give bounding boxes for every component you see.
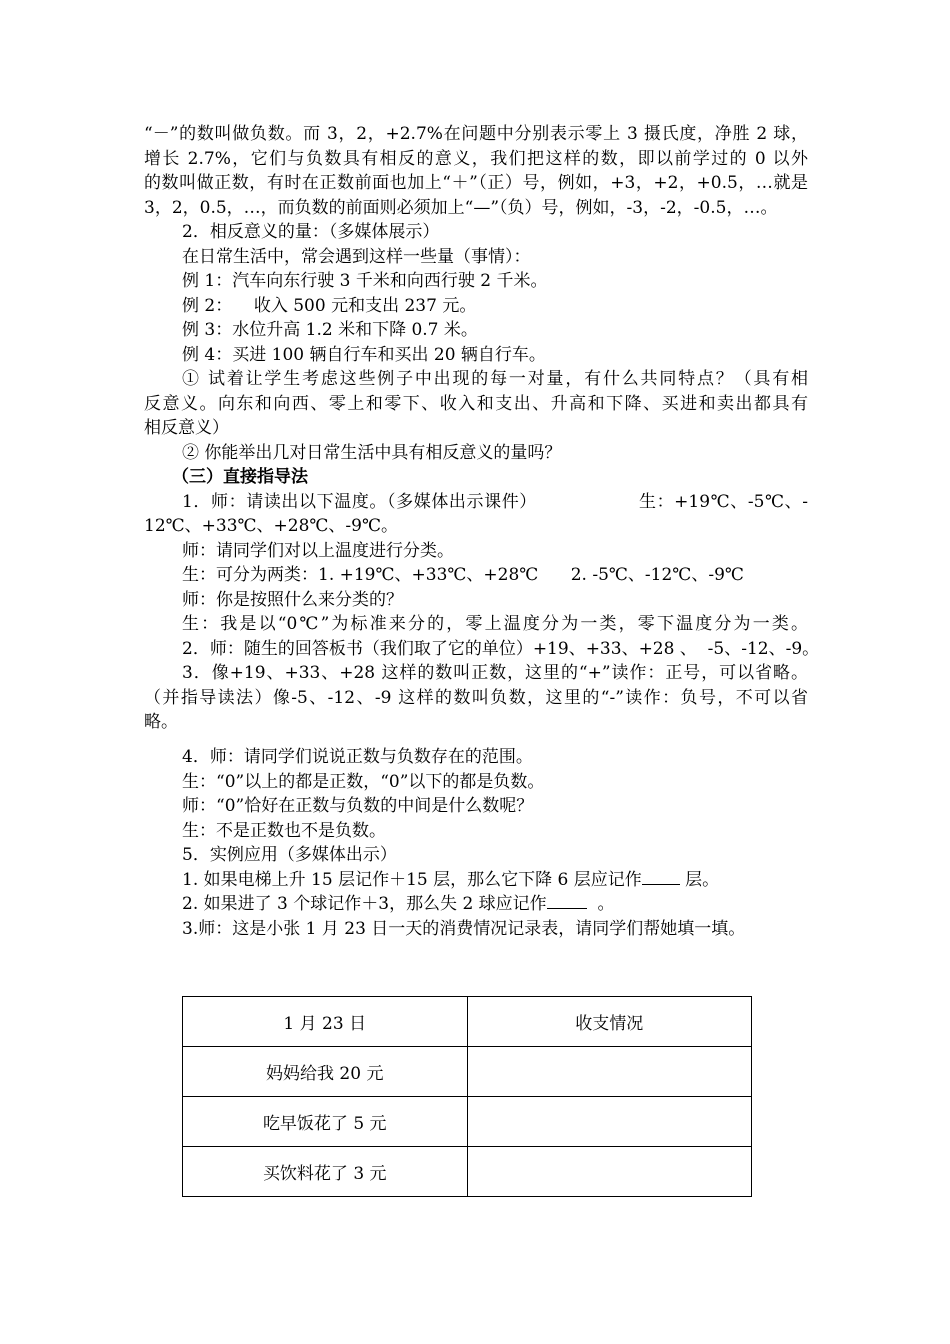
body-line: 2．师：随生的回答板书（我们取了它的单位）+19、+33、+28 、 -5、-12、-9。	[182, 639, 820, 659]
body-line: 3．像+19、+33、+28 这样的数叫正数，这里的“+”读作：正号，可以省略。	[182, 663, 808, 683]
body-line: 的数叫做正数，有时在正数前面也加上“＋”（正）号，例如，+3，+2，+0.5，…就是	[144, 173, 808, 193]
body-line: 师：你是按照什么来分类的？	[182, 590, 403, 610]
question-2: ② 你能举出几对日常生活中具有相反意义的量吗？	[182, 443, 562, 463]
body-line: “－”的数叫做负数。而 3，2，+2.7%在问题中分别表示零上 3 摄氏度，净胜 2 球，	[144, 124, 808, 144]
question-1: ① 试着让学生考虑这些例子中出现的每一对量，有什么共同特点？（具有相	[182, 369, 808, 389]
body-line: 师：“0”恰好在正数与负数的中间是什么数呢？	[182, 796, 534, 816]
body-line: 12℃、+33℃、+28℃、-9℃。	[144, 516, 399, 536]
body-line: 生：不是正数也不是负数。	[182, 821, 386, 841]
table-header-row	[183, 997, 752, 1047]
table-cell-item: 妈妈给我 20 元	[183, 1047, 468, 1097]
body-line: 略。	[144, 712, 178, 732]
table-row	[183, 1097, 752, 1147]
example-3: 例 3：水位升高 1.2 米和下降 0.7 米。	[182, 320, 478, 340]
column-header-balance: 收支情况	[467, 997, 752, 1047]
body-line: 生：我是以“0℃”为标准来分的，零上温度分为一类，零下温度分为一类。	[182, 614, 808, 634]
table-cell-answer[interactable]	[467, 1047, 752, 1097]
table-cell-item: 买饮料花了 3 元	[183, 1147, 468, 1197]
table-row	[183, 1147, 752, 1197]
column-header-date: 1 月 23 日	[183, 997, 468, 1047]
exercise-1: 1. 如果电梯上升 15 层记作＋15 层，那么它下降 6 层应记作 层。	[182, 870, 720, 890]
answer-blank[interactable]	[642, 868, 680, 885]
expense-table	[182, 996, 752, 1197]
table-cell-item: 吃早饭花了 5 元	[183, 1097, 468, 1147]
exercise-2: 2. 如果进了 3 个球记作＋3，那么失 2 球应记作 。	[182, 894, 615, 914]
example-4: 例 4：买进 100 辆自行车和买出 20 辆自行车。	[182, 345, 546, 365]
section-item: 5．实例应用（多媒体出示）	[182, 845, 397, 865]
body-line: （并指导读法）像-5、-12、-9 这样的数叫负数，这里的“-”读作：负号，不可以省	[144, 688, 808, 708]
body-line: 1．师：请读出以下温度。（多媒体出示课件） 生：+19℃、-5℃、-	[182, 492, 808, 512]
body-line: 反意义。向东和向西、零上和零下、收入和支出、升高和下降、买进和卖出都具有	[144, 394, 808, 414]
table-cell-answer[interactable]	[467, 1147, 752, 1197]
body-line: 相反意义）	[144, 418, 229, 438]
section-heading: （三）直接指导法	[172, 467, 308, 487]
exercise-3: 3.师：这是小张 1 月 23 日一天的消费情况记录表，请同学们帮她填一填。	[182, 919, 746, 939]
body-line: 生：可分为两类：1. +19℃、+33℃、+28℃ 2. -5℃、-12℃、-9℃	[182, 565, 744, 585]
answer-blank[interactable]	[547, 892, 587, 909]
body-line: 生：“0”以上的都是正数，“0”以下的都是负数。	[182, 772, 545, 792]
example-1: 例 1：汽车向东行驶 3 千米和向西行驶 2 千米。	[182, 271, 548, 291]
example-2: 例 2： 收入 500 元和支出 237 元。	[182, 296, 477, 316]
body-line: 师：请同学们对以上温度进行分类。	[182, 541, 454, 561]
table-cell-answer[interactable]	[467, 1097, 752, 1147]
body-line: 3，2，0.5，…，而负数的前面则必须加上“—”（负）号，例如，-3，-2，-0.5，…。	[144, 198, 778, 218]
body-line: 增长 2.7%，它们与负数具有相反的意义，我们把这样的数，即以前学过的 0 以外	[144, 149, 808, 169]
section-item: 2．相反意义的量：（多媒体展示）	[182, 222, 440, 242]
body-line: 4．师：请同学们说说正数与负数存在的范围。	[182, 747, 533, 767]
table-row	[183, 1047, 752, 1097]
body-line: 在日常生活中，常会遇到这样一些量（事情）：	[182, 247, 531, 267]
